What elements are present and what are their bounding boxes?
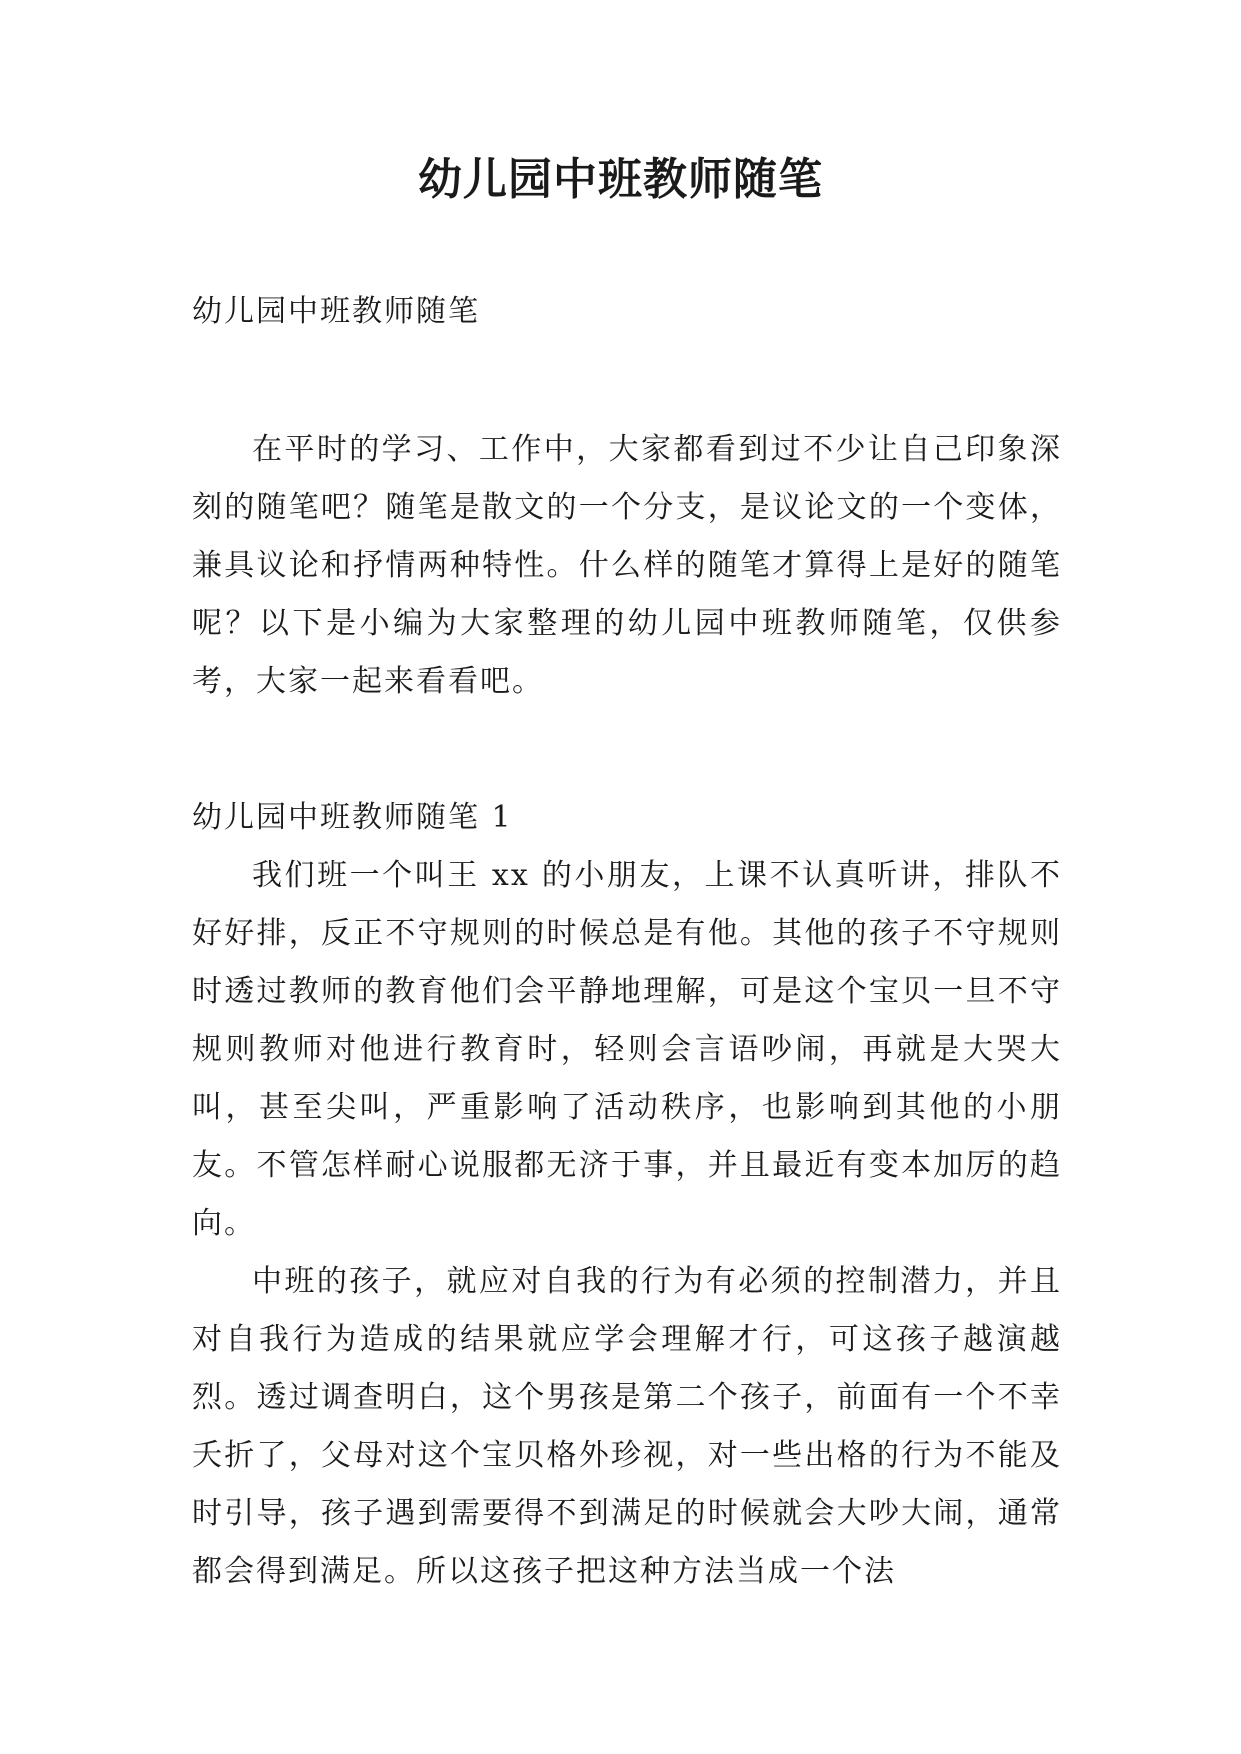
intro-paragraph: 在平时的学习、工作中，大家都看到过不少让自己印象深刻的随笔吧？随笔是散文的一个分支，是议论文的一个变体，兼具议论和抒情两种特性。什么样的随笔才算得上是好的随笔呢？以下是小编为大家整理的幼儿园中班教师随笔，仅供参考，大家一起来看看吧。 [192,432,1062,699]
spacer [192,711,1062,789]
document-subtitle: 幼儿园中班教师随笔 [192,294,480,329]
document-title: 幼儿园中班教师随笔 [418,154,823,205]
section-paragraph: 中班的孩子，就应对自我的行为有必须的控制潜力，并且对自我行为造成的结果就应学会理解才行，可这孩子越演越烈。透过调查明白，这个男孩是第二个孩子，前面有一个不幸夭折了，父母对这个宝贝格外珍视，对一些出格的行为不能及时引导，孩子遇到需要得不到满足的时候就会大吵大闹，通常都会得到满足。所以这孩子把这种方法当成一个法 [192,1264,1062,1589]
section-title: 幼儿园中班教师随笔 1 [192,800,513,835]
spacer [192,341,1062,421]
document-body [192,283,1062,1601]
section-paragraph: 我们班一个叫王 xx 的小朋友，上课不认真听讲，排队不好好排，反正不守规则的时候总是有他。其他的孩子不守规则时透过教师的教育他们会平静地理解，可是这个宝贝一旦不守规则教师对他进行教育时，轻则会言语吵闹，再就是大哭大叫，甚至尖叫，严重影响了活动秩序，也影响到其他的小朋友。不管怎样耐心说服都无济于事，并且最近有变本加厉的趋向。 [192,858,1062,1241]
